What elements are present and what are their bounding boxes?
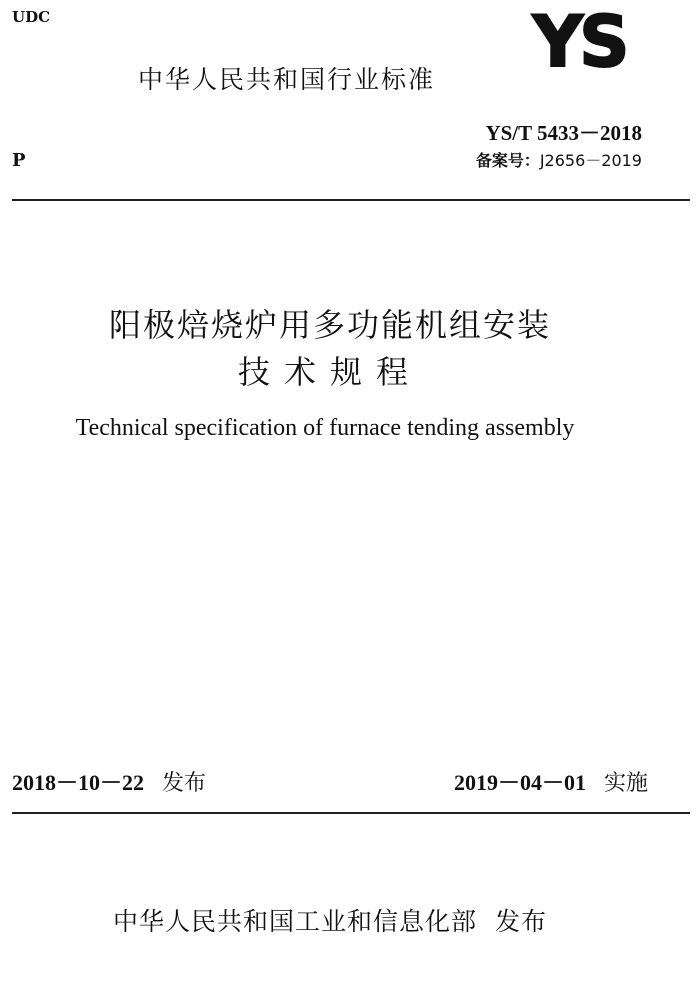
record-number [476,148,642,171]
record-value: J2656－2019 [539,151,642,170]
implementation-date-block [454,766,648,797]
implementation-date: 2019－04－01 [453,770,586,795]
document-title-line2: 技术规程 [237,353,422,391]
classification-code: P [12,150,26,171]
implementation-label: 实施 [603,771,648,796]
publisher-block [0,902,660,938]
issue-date-block [12,766,206,797]
bottom-divider [12,812,690,814]
document-title-line1: 阳极焙烧炉用多功能机组安装 [108,306,551,344]
publisher-name: 中华人民共和国工业和信息化部 [112,907,477,936]
ys-logo-text: YS [532,6,626,72]
top-divider [12,199,690,201]
issue-date: 2018－10－22 [12,770,145,795]
issue-label: 发布 [162,771,207,796]
publish-label: 发布 [495,907,548,936]
industry-standard-title: 中华人民共和国行业标准 [138,65,436,94]
record-label: 备案号： [475,151,540,170]
ys-logo [513,6,645,72]
standard-number: YS/T 5433－2018 [485,121,642,145]
english-title: Technical specification of furnace tending assembly [75,415,575,441]
udc-label: UDC [12,8,51,26]
